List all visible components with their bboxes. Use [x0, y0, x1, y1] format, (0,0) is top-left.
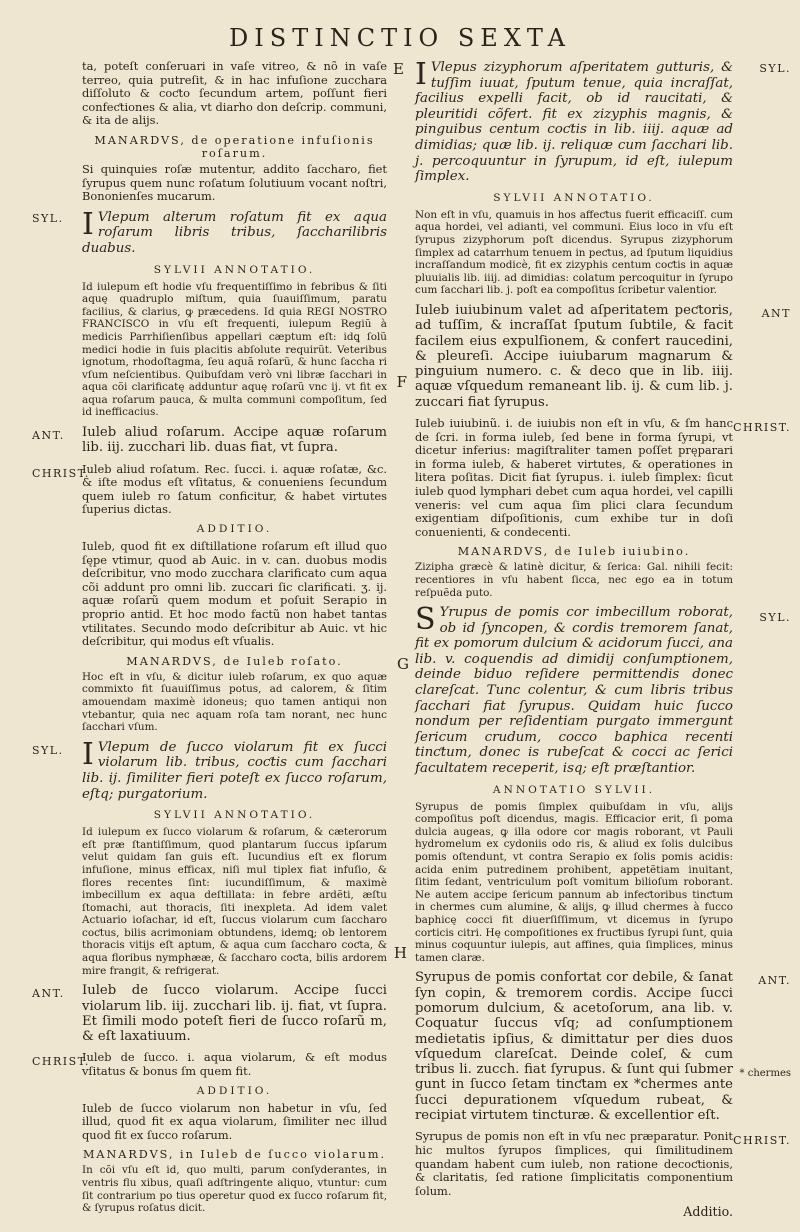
additio-text: Iuleb de ſucco violarum non habetur in vſu, ſed illud, quod fit ex aqua violarum, ſimiliter nec illud quod fit ex ſucco roſarum.: [82, 1100, 387, 1142]
paragraph: Si quinquies roſæ mutentur, addito ſaccharo, fiet ſyrupus quem nunc roſatum ſolutiuum vocant noſtri, Bononienſes mucarum.: [82, 161, 387, 204]
annotation-heading: SYLVII ANNOTATIO.: [493, 191, 655, 204]
annotation-text: Id iulepum ex ſucco violarum & roſarum, & cæterorum eſt præ ſtantiſſimum, quod plantarum ſuccus ipſarum velut quidam ſan guis eſt. Iucundius eſt ex florum infuſione, minus efficax, niſi mul tiplex fiat infuſio, & flores recentes ſint: iucundiſſimum, & maximè imbecillum ex aqua deſtillata: in febre ardẽti, æſtu ſtomachi, aut thoracis, ſiti inexpleta. Ad idem valet Actuario ioſachar, id eſt, ſuccus violarum cum ſaccharo coƈtus, bilis acrimoniam obtundens, idemꝗ; ob lentorem thoracis vitijs eſt aptum, & aqua cum ſaccharo coƈta, & aqua floribus nymphææ, & ſaccharo coƈta, bilis ardorem mire frangit, & refrigerat.: [82, 826, 387, 977]
additio-text: Iuleb, quod fit ex diſtillatione roſarum eſt illud quo ſępe vtimur, quod ab Auic. in v. can. duobus modis deſcribitur, vno modo zucchara clarificato cum aqua cõi addunt pro omni lib. zuccari ſic clarificati. ʒ. ij. aquæ roſarũ quem modum et poſuit Serapio in proprio antid. Et hoc modo factũ non habet tantas vtilitates. Secundo modo deſcribitur ab Auic. vt hic deſcribitur, qui modus eſt vſualis.: [82, 539, 387, 649]
running-head: DISTINCTIO SEXTA: [229, 24, 571, 52]
section-letter: F: [396, 372, 407, 391]
manardus-text: Hoc eſt in vſu, & dicitur iuleb roſarum, ex quo aquæ commixto fit ſuauiſſimus potus, ad calorem, & ſitim amouendam maximè idoneus; quo tamen antiqui non vtebantur, quia nec aquam roſa tam norant, nec hunc ſacchari vſum.: [82, 670, 387, 734]
annotation-heading: SYLVII ANNOTATIO.: [153, 263, 316, 276]
christophorus-block: [415, 415, 791, 539]
sylvius-text-block: [32, 206, 387, 257]
sylvius-text: I Vlepum de ſucco violarum fit ex ſucci violarum lib. tribus, coƈtis cum ſacchari lib. ij. ſimiliter fieri poteſt ex ſucco roſarum, eſtq; purgatorium.: [82, 736, 387, 802]
margin-note-christ: CHRIST.: [32, 466, 90, 480]
margin-note-syl: SYL.: [32, 211, 64, 225]
margin-note-christ: CHRIST.: [733, 1134, 791, 1148]
margin-note-ant: ANT.: [758, 974, 791, 988]
sylvius-text: I Vlepum alterum roſatum fit ex aqua roſarum libris tribus, ſaccharilibris duabus.: [82, 206, 387, 256]
sylvius-text: S Yrupus de pomis cor imbecillum roborat, ob id ſyncopen, & cordis tremorem ſanat, fit ex pomorum dulcium & acidorum ſucci, ana lib. v. coquendis ad dimidij conſumptionem, deinde biduo reſidere permittendis donec clareſcat. Tunc colentur, & cum libris tribus ſacchari fiat ſyrupus. Quidam huic ſucco nondum per reſidentiam purgato immergunt ſericum crudum, cocco baphica recenti tinƈtum, donec is rubeſcat & cocci ac ſerici facultatem receperit, isq; eſt præſtantior.: [415, 602, 733, 777]
margin-note-ant: ANT.: [32, 429, 65, 443]
catchword: Additio.: [683, 1204, 733, 1220]
christophorus-text: Iuleb iuiubinũ. i. de iuiubis non eſt in vſu, & ſm hanc de ſcri. in forma iuleb, ſed bene in forma ſyrupi, vt dicetur inferius: magiſtraliter tamen poſſet pręparari in forma iuleb, & haberet virtutes, & operationes in litera poſitas. Dicit fiat ſyrupus. i. iuleb ſimplex: ſicut iuleb quod lymphari debet cum aqua hordei, vel capilli veneris: vel cum aqua ſim plici clara ſecundum exigentiam diſpoſitionis, cum exhibe tur in doſi conuenienti, & condecenti.: [415, 415, 733, 539]
antidotarium-block: [32, 425, 387, 456]
margin-note-ant: ANT.: [32, 987, 65, 1001]
antidotarium-text: Iuleb iuiubinum valet ad aſperitatem peƈtoris, ad tuſſim, & incraſſat ſputum ſubtile, & facit facilem eius expulſionem, & confert raucedini, & pleureſi. Accipe iuiubarum magnarum & pinguium numero. c. & deco que in lib. iiij. aquæ vſquedum remaneant lib. ij. & cum lib. j. zuccari fiat ſyrupus.: [415, 302, 733, 410]
antidotarium-text: Syrupus de pomis confortat cor debile, & ſanat ſyn copin, & tremorem cordis. Accipe ſucci pomorum dulcium, & acetoſorum, ana lib. v. Coquatur ſuccus vſq; ad conſumptionem medietatis ipſius, & dimittatur per dies duos vſquedum clareſcat. Deinde coleſ, & cum tribus li. zucch. fiat ſyrupus. & ſunt qui ſubmer gunt in ſucco ſetam tinƈtam ex *chermes ante ſucci depurationem vſquedum rubeat, & recipiat virtutem tincturæ. & excellentior eſt.: [415, 970, 733, 1124]
paragraph: ta, poteſt conſeruari in vaſe vitreo, & nõ in vaſe terreo, quia putreſit, & in hac infuſione zucchara diſſoluto & coƈto ſecundum artem, poſſunt fieri confeƈtiones & alia, vt diarho don deſcrip. communi, & ita de alijs.: [82, 59, 387, 128]
margin-note-syl: SYL.: [759, 611, 791, 625]
section-letter: H: [393, 944, 407, 963]
antidotarium-block: [415, 302, 791, 410]
christophorus-block: [32, 461, 387, 517]
sylvius-text: I Vlepus zizyphorum aſperitatem gutturis, & tuſſim iuuat, ſputum tenue, quia incraſſat, facilius expelli facit, ob id raucitati, & pleuritidi cõfert. fit ex zizyphis magnis, & pinguibus centum coƈtis in lib. iiij. aquæ ad dimidias; quæ lib. ij. reliquæ cum ſacchari lib. j. percoquuntur in ſyrupum, id eſt, iulepum ſimplex.: [415, 57, 733, 185]
manardus-heading: MANARDVS, de Iuleb iuiubino.: [457, 545, 691, 559]
antidotarium-block: [415, 970, 791, 1124]
margin-note-syl: SYL.: [32, 743, 64, 757]
annotation-heading: SYLVII ANNOTATIO.: [153, 809, 316, 822]
manardus-heading: MANARDVS, de operatione infuſionis roſarum.: [94, 133, 375, 160]
additio-heading: ADDITIO.: [196, 523, 273, 536]
annotation-heading: ANNOTATIO SYLVII.: [492, 783, 656, 796]
antidotarium-text: Iuleb de ſucco violarum. Accipe ſucci violarum lib. iij. zucchari lib. ij. fiat, vt ſupra. Et ſimili modo poteſt fieri de ſucco roſarũ m, & eſt laxatiuum.: [82, 983, 387, 1045]
margin-note-syl: SYL.: [759, 62, 791, 75]
antidotarium-text: Iuleb aliud roſarum. Accipe aquæ roſarum lib. iij. zucchari lib. duas fiat, vt ſupra.: [82, 425, 387, 456]
section-letter: G: [397, 654, 409, 673]
annotation-block: [82, 826, 407, 977]
margin-note-chermes: * chermes: [739, 1068, 791, 1080]
annotation-text: Non eſt in vſu, quamuis in hos affeƈtus fuerit efficaciſſ. cum aqua hordei, vel adianti, vel communi. Eius loco in vſu eſt ſyrupus zizyphorum poſt dicendus. Syrupus zizyphorum ſimplex ad catarrhum tenuem in peƈtus, ad ſputum liquidius incraſſandum modicè, fit ex zizyphis centum coƈtis in aquæ pluuialis lib. iiij. ad dimidias: colatum percoquitur in ſyrupo cum ſacchari lib. j. poſt ea compoſitus ſcribetur valentior.: [415, 208, 733, 297]
christophorus-text: Syrupus de pomis non eſt in vſu nec præparatur. Ponit hic multos ſyrupos ſimplices, qui ſimilitudinem quandam habent cum iuleb, non ratione decoƈtionis, & claritatis, ſed ratione ſimplicitatis componentium ſolum.: [415, 1129, 733, 1198]
christophorus-text: Iuleb aliud roſatum. Rec. ſucci. i. aquæ roſatæ, &c. & iſte modus eſt vſitatus, & conueniens ſecundum quem iuleb ro ſatum conficitur, & habet virtutes ſuperius dictas.: [82, 461, 387, 517]
margin-note-christ: CHRIST.: [32, 1055, 90, 1069]
initial-letter: I: [415, 57, 427, 92]
initial-letter: I: [82, 736, 94, 772]
left-column: [32, 59, 409, 1221]
annotation-block: [82, 280, 407, 420]
initial-letter: I: [82, 206, 94, 242]
right-column: [393, 57, 791, 1232]
additio-heading: ADDITIO.: [196, 1084, 273, 1097]
manardus-heading: MANARDVS, de Iuleb roſato.: [126, 654, 343, 668]
annotation-text: Syrupus de pomis ſimplex quibuſdam in vſu, alijs compoſitus poſt dicendus, magis. Efficacior erit, ſi poma dulcia augeas, ꝙ illa odore cor magis roborant, vt Pauli hydromelum ex cydoniis odo ris, & aliud ex ſolis dulcibus pomis oſtendunt, vt contra Serapio ex ſolis pomis acidis: acida enim putredinem prohibent, appetẽtiam inuitant, ſitim ſedant, ventriculum poſt vomitum bilioſum roborant. Ne autem accipe ſericum pannum ab infeƈtoribus tinƈtum in chermes cum alumine, & alijs, ꝙ illud chermes à fucco baphicę cocci fit diuerſiſſimum, vt dicemus in ſyrupo corticis citri. Hę compoſitiones ex fruƈtibus ſyrupi ſunt, quia minus coquuntur iulepis, aut affines, quia ſimplices, minus tamen claræ.: [415, 800, 733, 964]
annotation-text: Id iulepum eſt hodie vſu frequentiſſimo in febribus & ſiti aquę quadruplo miſtum, quia ſuauiſſimum, paratu facilius, & clarius, ꝙ præcedens. Id quia REGI NOSTRO FRANCISCO in vſu eſt frequenti, iulepum Regiũ à medicis Parrhiſienſibus appellari cæptum eſt: idꝗ ſolũ medici hodie in ſuis placitis abſolute requirũt. Veteribus ignotum, rhodoſtagma, ſeu aquã roſarũ, & hunc ſaccha ri vſum neſcientibus. Quibuſdam verò vni libræ ſacchari in aqua cõi clarificatę adduntur aquę roſarũ vnc ij. vt fit ex aqua roſarum pauca, & multa communi compoſitum, ſed id inefficacius.: [82, 280, 387, 419]
margin-note-christ: CHRIST.: [733, 420, 791, 434]
manardus-heading: MANARDVS, in Iuleb de ſucco violarum.: [82, 1148, 387, 1162]
christophorus-text: Iuleb de ſucco. i. aqua violarum, & eſt modus vſitatus & bonus ſm quem fit.: [82, 1050, 387, 1079]
manardus-text: Zizipha græcè & latinè dicitur, & ſerica: Gal. nihili fecit: recentiores in vſu habent ſicca, nec ego ea in totum reſpuẽda puto.: [415, 561, 733, 599]
antidotarium-block: [32, 983, 387, 1045]
manardus-text: In cõi vſu eſt id, quo multi, parum conſyderantes, in ventris flu xibus, quaſi adſtringente aliquo, vtuntur: cum ſit contrarium po tius operetur quod ex ſucco roſarum fit, & ſyrupus roſatus dicit.: [82, 1164, 387, 1215]
sylvius-text-block: [415, 602, 791, 777]
sylvius-text-block: [393, 57, 791, 185]
section-letter: E: [393, 60, 404, 78]
christophorus-block: [32, 1050, 387, 1079]
margin-note-ant: ANT: [761, 306, 791, 320]
sylvius-text-block: [32, 736, 387, 802]
manardus-block: [82, 654, 409, 734]
christophorus-block: [415, 1129, 791, 1198]
initial-letter: S: [415, 602, 436, 638]
